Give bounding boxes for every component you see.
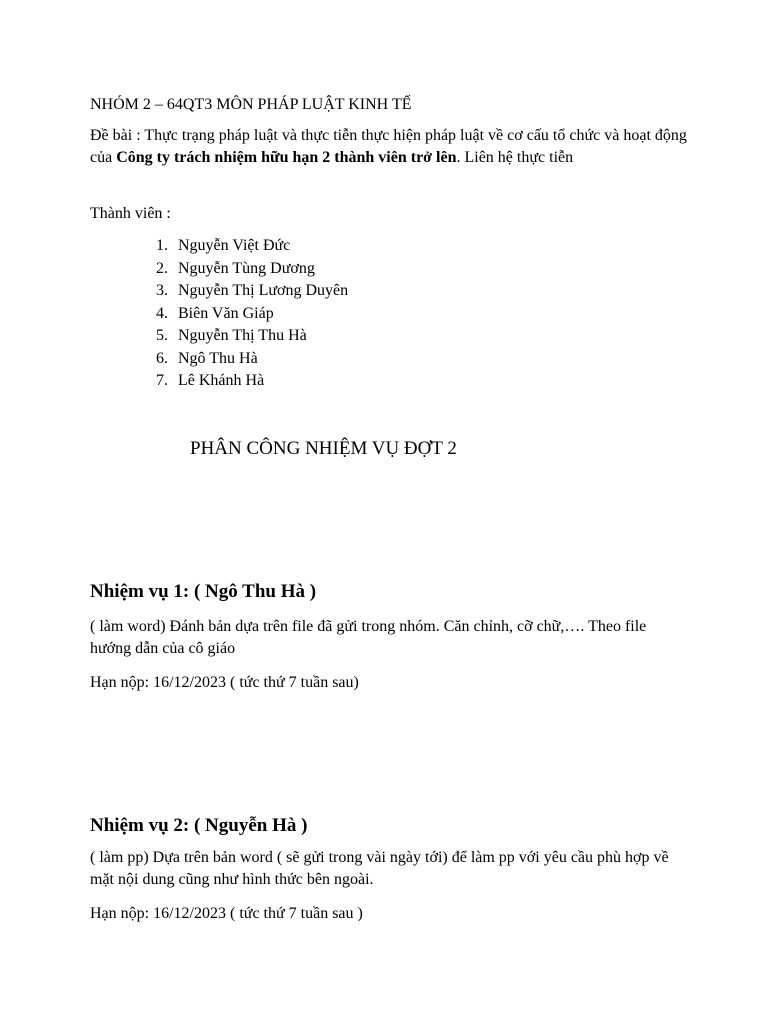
task-1-heading: Nhiệm vụ 1: ( Ngô Thu Hà ): [90, 581, 317, 602]
task-1-description: ( làm word) Đánh bản dựa trên file đã gửi trong nhóm. Căn chỉnh, cỡ chữ,…. Theo file hướng dẫn của cô giáo: [90, 618, 647, 657]
list-number: 3.: [156, 282, 168, 299]
list-item: [90, 303, 348, 326]
task-2-heading: Nhiệm vụ 2: ( Nguyễn Hà ): [90, 815, 308, 836]
list-number: 4.: [156, 304, 168, 322]
topic-paragraph: [90, 125, 690, 169]
list-item: [90, 258, 348, 281]
list-number: 5.: [156, 327, 168, 344]
member-name: Biên Văn Giáp: [178, 304, 274, 322]
member-name: Nguyễn Tùng Dương: [178, 259, 315, 277]
topic-company-type: Công ty trách nhiệm hữu hạn 2 thành viên trở lên: [116, 149, 457, 166]
members-list: [90, 235, 348, 393]
list-item: [90, 348, 348, 371]
members-label: Thành viên :: [90, 205, 171, 222]
list-item: [90, 325, 348, 348]
list-item: [90, 235, 348, 258]
document-header: NHÓM 2 – 64QT3 MÔN PHÁP LUẬT KINH TẾ: [90, 96, 412, 113]
list-item: [90, 370, 348, 393]
list-number: 7.: [156, 372, 168, 389]
member-name: Lê Khánh Hà: [178, 372, 265, 389]
task-1-deadline: Hạn nộp: 16/12/2023 ( tức thứ 7 tuần sau): [90, 674, 359, 691]
list-number: 6.: [156, 349, 168, 367]
list-number: 1.: [156, 237, 168, 254]
list-item: [90, 280, 348, 303]
member-name: Nguyễn Thị Thu Hà: [178, 327, 307, 344]
assignment-title: PHÂN CÔNG NHIỆM VỤ ĐỢT 2: [190, 438, 457, 459]
member-name: Nguyễn Việt Đức: [178, 237, 291, 254]
topic-prefix: Đề bài : Thực trạng pháp luật và thực tiễn thực hiện pháp luật về cơ cấu tổ chức và hoạt động của: [90, 127, 687, 166]
task-2-description: ( làm pp) Dựa trên bản word ( sẽ gửi trong vài ngày tới) để làm pp với yêu cầu phù hợp về mặt nội dung cũng như hình thức bên ngoài.: [90, 849, 669, 888]
task-2-deadline: Hạn nộp: 16/12/2023 ( tức thứ 7 tuần sau ): [90, 905, 363, 922]
member-name: Nguyễn Thị Lương Duyên: [178, 282, 349, 299]
list-number: 2.: [156, 259, 168, 277]
topic-suffix: . Liên hệ thực tiễn: [456, 149, 574, 166]
member-name: Ngô Thu Hà: [178, 349, 258, 367]
